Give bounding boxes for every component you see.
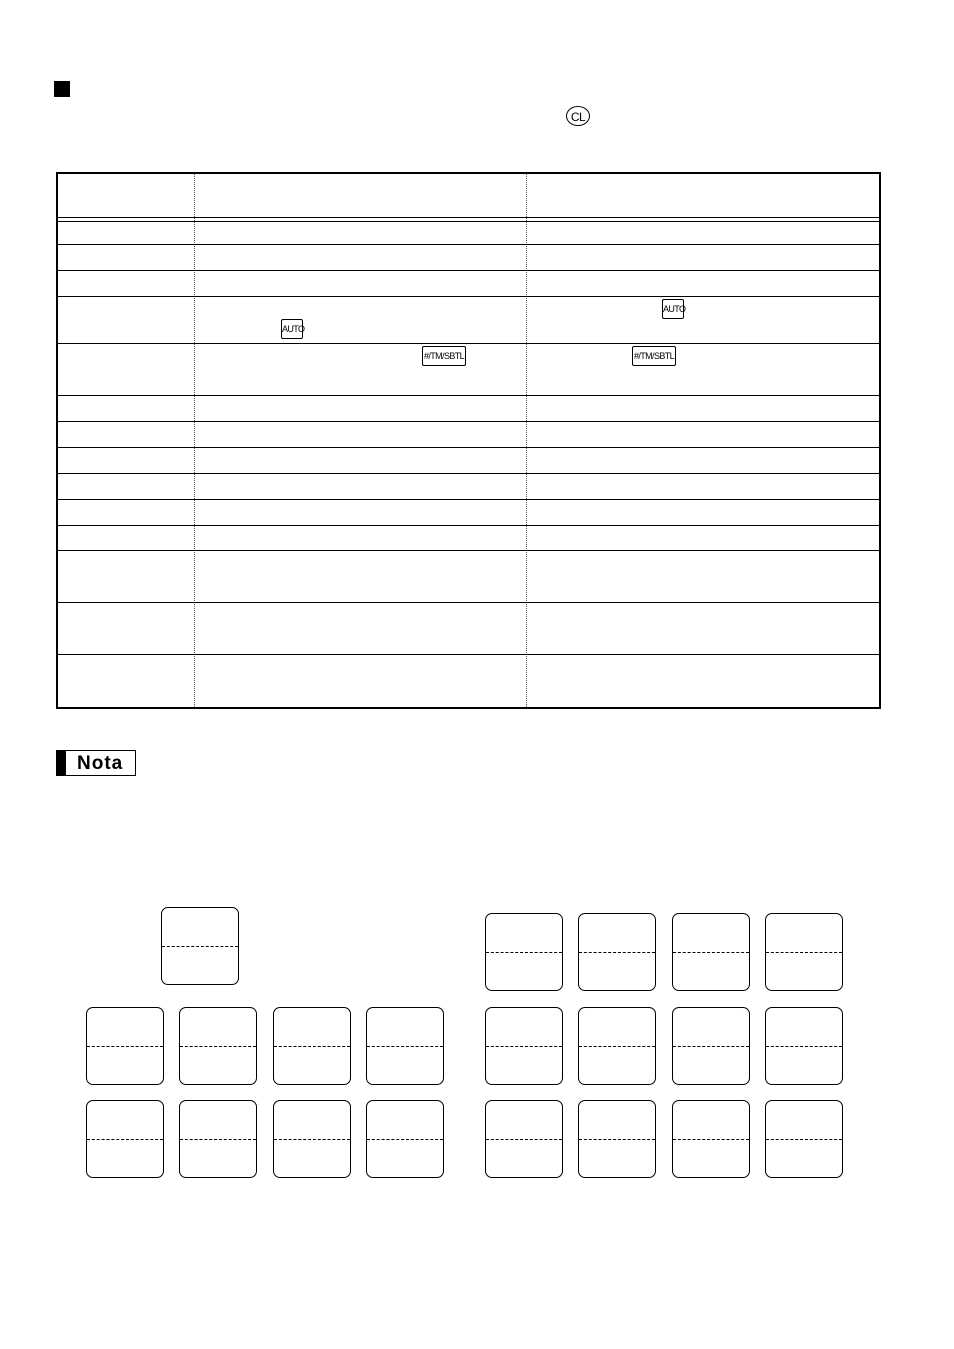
keyboard-key [672,913,750,991]
keyboard-key [672,1100,750,1178]
table-row-divider [58,343,879,344]
note-badge-bar [57,751,66,775]
auto-key-icon: AUTO [662,299,684,319]
table-row-divider [58,473,879,474]
keyboard-key [179,1100,257,1178]
table-row-divider [58,447,879,448]
keyboard-key [765,913,843,991]
header-divider [58,217,879,222]
table-row-divider [58,296,879,297]
table-row-divider [58,421,879,422]
keyboard-key [485,1007,563,1085]
table-row-divider [58,550,879,551]
keyboard-key [578,1100,656,1178]
table-row-divider [58,654,879,655]
table-row-divider [58,270,879,271]
table-row-divider [58,395,879,396]
keyboard-key [485,913,563,991]
keyboard-key [578,913,656,991]
keyboard-key [765,1007,843,1085]
table-row-divider [58,244,879,245]
keyboard-key [366,1007,444,1085]
note-label: Nota [77,753,124,774]
keyboard-key [578,1007,656,1085]
settings-table [56,172,881,709]
column-separator [526,174,527,707]
subtotal-key-icon: #/TM/SBTL [632,346,676,366]
keyboard-key [273,1100,351,1178]
keyboard-key [366,1100,444,1178]
keyboard-key [273,1007,351,1085]
table-row-divider [58,602,879,603]
section-bullet-icon [54,81,70,97]
keyboard-key [672,1007,750,1085]
clear-key-icon: CL [566,106,590,126]
keyboard-key [485,1100,563,1178]
keyboard-key [765,1100,843,1178]
keyboard-key [179,1007,257,1085]
table-row-divider [58,499,879,500]
keyboard-key [86,1100,164,1178]
subtotal-key-icon: #/TM/SBTL [422,346,466,366]
keyboard-key [161,907,239,985]
keyboard-key [86,1007,164,1085]
note-badge [56,750,136,776]
table-row-divider [58,525,879,526]
column-separator [194,174,195,707]
auto-key-icon: AUTO [281,319,303,339]
